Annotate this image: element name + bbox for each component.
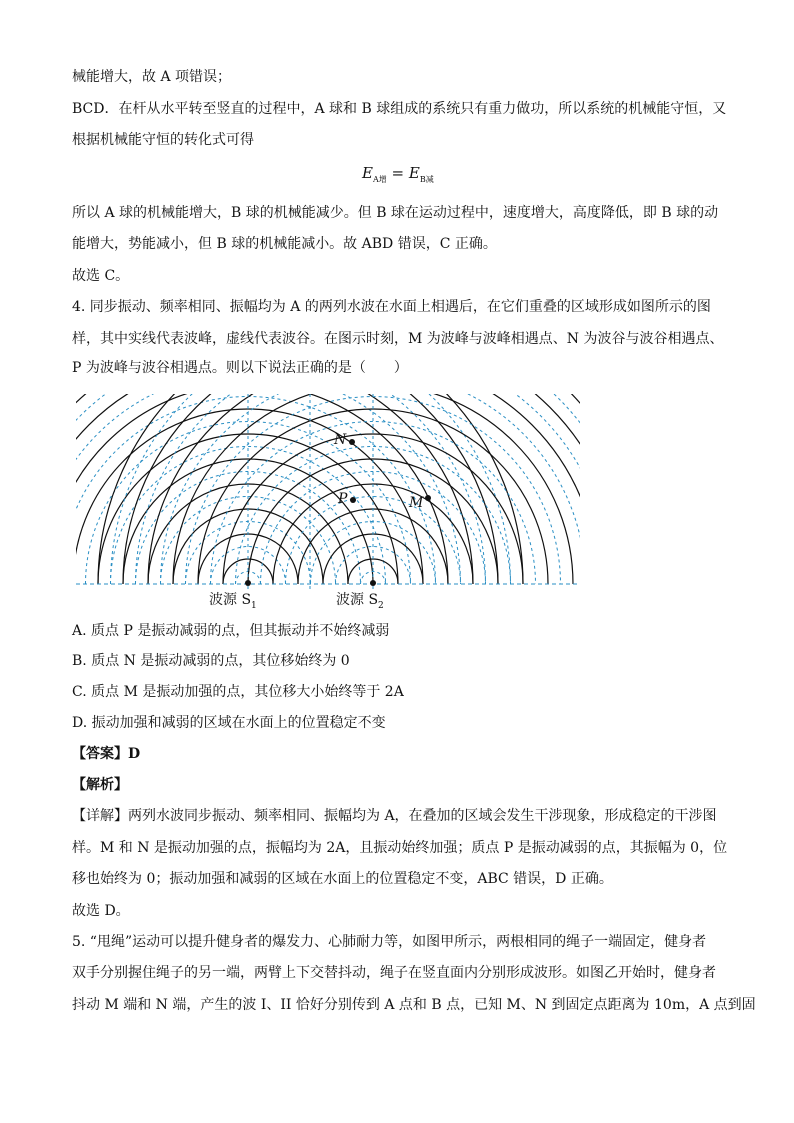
interference-figure: [76, 394, 580, 612]
point-N: [349, 439, 355, 445]
equation: $E_{A增} = E_{B减}$: [362, 164, 434, 184]
point-P: [350, 497, 356, 503]
question-4-line-3: P 为波峰与波谷相遇点。则以下说法正确的是（ ）: [72, 360, 408, 376]
option-b: B. 质点 N 是振动减弱的点，其位移始终为 0: [72, 653, 350, 669]
question-5-line-3: 抖动 M 端和 N 端，产生的波 I、II 恰好分别传到 A 点和 B 点，已知 M、N 到固定点距离为 10m，A 点到固: [72, 997, 756, 1013]
crest-arc-s1: [76, 394, 523, 584]
source-1-point: [245, 580, 251, 586]
label-N: N: [334, 432, 347, 448]
line-1: 械能增大，故 A 项错误；: [72, 69, 232, 85]
question-4-line-1: 4. 同步振动、频率相同、振幅均为 A 的两列水波在水面上相遇后，在它们重叠的区域形成如图所示的图: [72, 299, 711, 315]
label-M: M: [409, 495, 424, 511]
detail-line-1: 【详解】两列水波同步振动、频率相同、振幅均为 A，在叠加的区域会发生干涉现象，形成稳定的干涉图: [72, 808, 717, 824]
line-6: 故选 C。: [72, 268, 130, 284]
question-5-line-2: 双手分别握住绳子的另一端，两臂上下交替抖动，绳子在竖直面内分别形成波形。如图乙开始时，健身者: [72, 965, 716, 981]
detail-line-3: 移也始终为 0；振动加强和减弱的区域在水面上的位置稳定不变，ABC 错误，D 正确。: [72, 871, 613, 887]
label-source-1: 波源 $S_1$: [209, 592, 257, 611]
detail-line-4: 故选 D。: [72, 903, 130, 919]
analysis-heading: 【解析】: [72, 777, 128, 793]
crest-arc-s1: [76, 394, 498, 584]
trough-arc-s2: [136, 394, 581, 584]
wave-diagram: [76, 394, 580, 589]
point-M: [425, 495, 431, 501]
line-4: 所以 A 球的机械能增大，B 球的机械能减少。但 B 球在运动过程中，速度增大，高度降低，即 B 球的动: [72, 205, 719, 221]
option-c: C. 质点 M 是振动加强的点，其位移大小始终等于 2A: [72, 684, 404, 700]
line-5: 能增大，势能减小，但 B 球的机械能减小。故 ABD 错误，C 正确。: [72, 236, 497, 252]
label-P: P: [338, 491, 348, 507]
line-3: 根据机械能守恒的转化式可得: [72, 132, 254, 148]
crest-arc-s2: [123, 394, 580, 584]
option-a: A. 质点 P 是振动减弱的点，但其振动并不始终减弱: [72, 623, 390, 639]
option-d: D. 振动加强和减弱的区域在水面上的位置稳定不变: [72, 715, 386, 731]
label-source-2: 波源 $S_2$: [336, 592, 384, 611]
source-2-point: [370, 580, 376, 586]
detail-line-2: 样。M 和 N 是振动加强的点，振幅均为 2A，且振动始终加强；质点 P 是振动减弱的点，其振幅为 0，位: [72, 840, 728, 856]
question-4-line-2: 样，其中实线代表波峰，虚线代表波谷。在图示时刻，M 为波峰与波峰相遇点、N 为波谷与波谷相遇点、: [72, 331, 724, 347]
answer: 【答案】D: [72, 746, 141, 762]
question-5-line-1: 5. “甩绳”运动可以提升健身者的爆发力、心肺耐力等，如图甲所示，两根相同的绳子一端固定，健身者: [72, 934, 707, 950]
line-2: BCD．在杆从水平转至竖直的过程中，A 球和 B 球组成的系统只有重力做功，所以系统的机械能守恒，又: [72, 101, 727, 117]
